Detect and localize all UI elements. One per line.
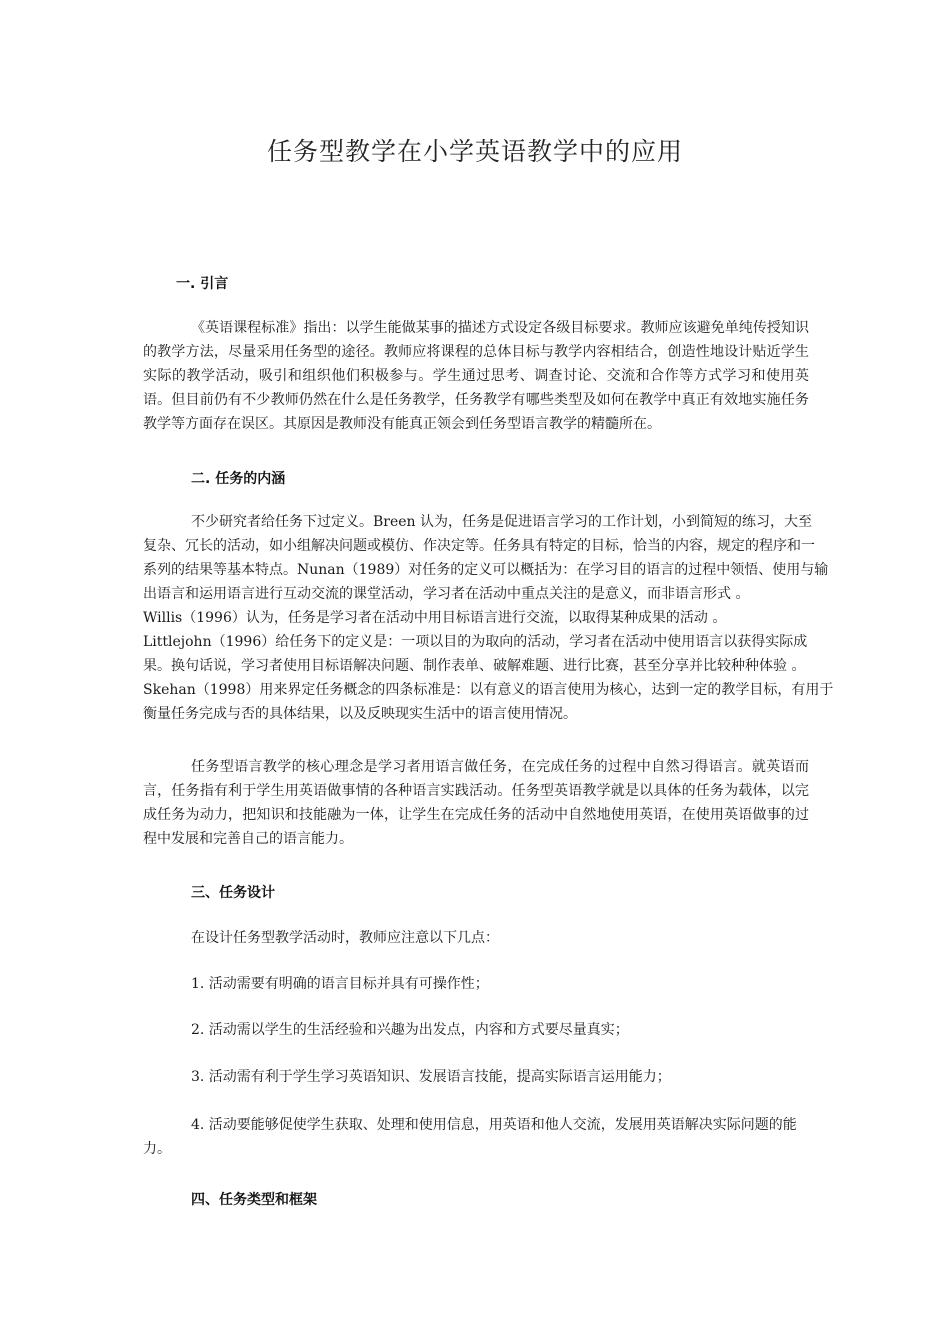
document-title: 任务型教学在小学英语教学中的应用 — [266, 137, 683, 166]
section-heading-meaning: 二. 任务的内涵 — [191, 471, 286, 487]
design-list-item: 3. 活动需有利于学生学习英语知识、发展语言技能，提高实际语言运用能力； — [191, 1069, 671, 1085]
intro-paragraph: 《英语课程标准》指出：以学生能做某事的描述方式设定各级目标要求。教师应该避免单纯传授知识的教学方法，尽量采用任务型的途径。教师应将课程的总体目标与教学内容相结合，创造性地设计贴近学生实际的教学活动，吸引和组织他们积极参与。学生通过思考、调查讨论、交流和合作等方式学习和使用英语。但目前仍有不少教师仍然在什么是任务教学，任务教学有哪些类型及如何在教学中真正有效地实施任务教学等方面存在误区。其原因是教师没有能真正领会到任务型语言教学的精髓所在。 — [143, 320, 809, 432]
design-list-item: 2. 活动需以学生的生活经验和兴趣为出发点，内容和方式要尽量真实； — [191, 1022, 629, 1038]
meaning-line: 系列的结果等基本特点。Nunan（1989）对任务的定义可以概括为：在学习目的语言的过程中领悟、使用与输 — [143, 562, 829, 578]
meaning-line: Skehan（1998）用来界定任务概念的四条标准是：以有意义的语言使用为核心，达到一定的教学目标，有用于 — [143, 682, 834, 698]
design-list-item: 4. 活动要能够促使学生获取、处理和使用信息，用英语和他人交流，发展用英语解决实际问题的能力。 — [143, 1117, 797, 1157]
section-heading-types: 四、任务类型和框架 — [191, 1192, 317, 1208]
meaning-line: Littlejohn（1996）给任务下的定义是：一项以目的为取向的活动，学习者在活动中使用语言以获得实际成 — [143, 634, 808, 650]
meaning-paragraph-2: 任务型语言教学的核心理念是学习者用语言做任务，在完成任务的过程中自然习得语言。就英语而言，任务指有利于学生用英语做事情的各种语言实践活动。任务型英语教学就是以具体的任务为载体，以完成任务为动力，把知识和技能融为一体，让学生在完成任务的活动中自然地使用英语，在使用英语做事的过程中发展和完善自己的语言能力。 — [143, 759, 809, 847]
meaning-line: 衡量任务完成与否的具体结果，以及反映现实生活中的语言使用情况。 — [143, 706, 577, 722]
meaning-line: 果。换句话说，学习者使用目标语解决问题、制作表单、破解难题、进行比赛，甚至分享并比较种种体验 。 — [143, 658, 806, 674]
design-list-item: 1. 活动需要有明确的语言目标并具有可操作性； — [191, 976, 489, 992]
design-intro: 在设计任务型教学活动时，教师应注意以下几点： — [191, 930, 499, 946]
meaning-line: 复杂、冗长的活动，如小组解决问题或模仿、作决定等。任务具有特定的目标，恰当的内容，规定的程序和一 — [143, 538, 815, 554]
meaning-line: 不少研究者给任务下过定义。Breen 认为，任务是促进语言学习的工作计划，小到简短的练习，大至 — [191, 514, 813, 530]
meaning-line: Willis（1996）认为，任务是学习者在活动中用目标语言进行交流，以取得某种成果的活动 。 — [143, 610, 727, 626]
section-heading-design: 三、任务设计 — [191, 885, 275, 901]
meaning-line: 出语言和运用语言进行互动交流的课堂活动，学习者在活动中重点关注的是意义，而非语言形式 。 — [143, 586, 750, 602]
section-heading-intro: 一. 引言 — [176, 276, 229, 292]
